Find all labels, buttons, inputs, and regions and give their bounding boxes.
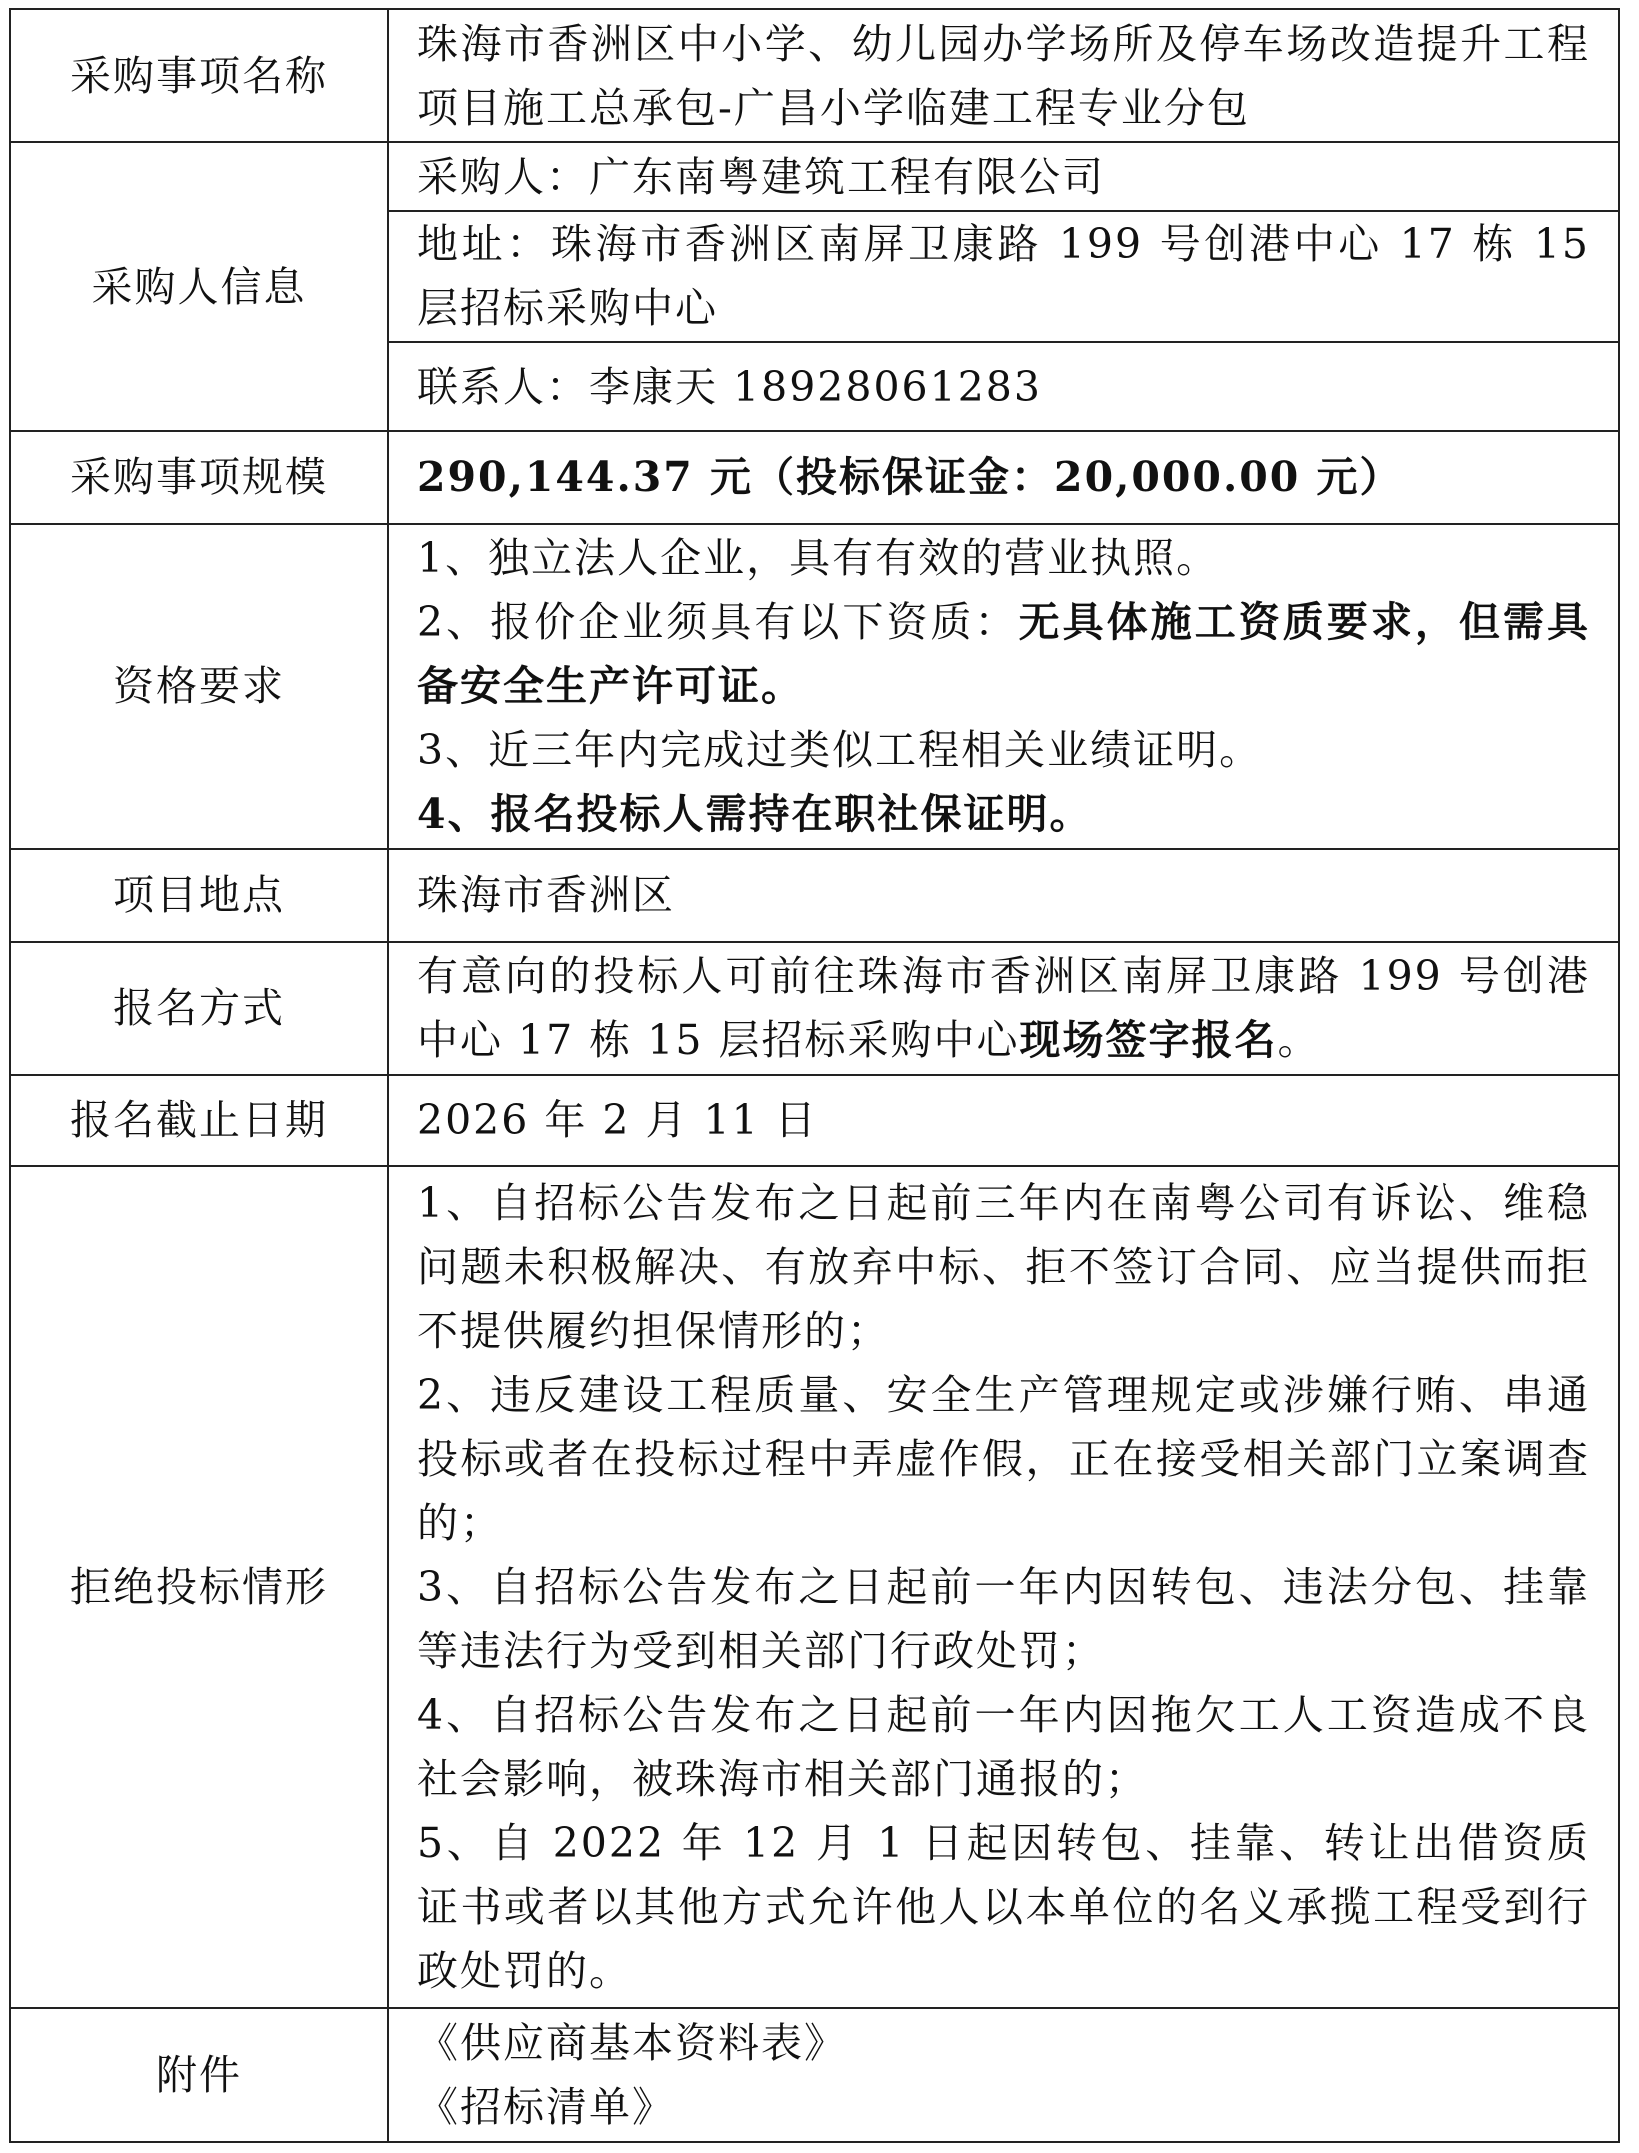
attachments-label: 附件 bbox=[10, 2008, 388, 2142]
row-purchaser-name bbox=[10, 142, 1619, 211]
qualification-label: 资格要求 bbox=[10, 524, 388, 849]
row-scale bbox=[10, 431, 1619, 524]
purchaser-contact: 联系人：李康天 18928061283 bbox=[388, 342, 1619, 431]
row-attachments bbox=[10, 2008, 1619, 2142]
attachment-tender-list: 《招标清单》 bbox=[417, 2082, 675, 2131]
row-qualification bbox=[10, 524, 1619, 849]
rejection-item-5: 5、自 2022 年 12 月 1 日起因转包、挂靠、转让出借资质证书或者以其他方式允许他人以本单位的名义承揽工程受到行政处罚的。 bbox=[417, 1818, 1590, 1995]
deadline-value: 2026 年 2 月 11 日 bbox=[388, 1075, 1619, 1166]
rejection-item-4: 4、自招标公告发布之日起前一年内因拖欠工人工资造成不良社会影响，被珠海市相关部门通报的； bbox=[417, 1690, 1590, 1803]
registration-value bbox=[388, 942, 1619, 1075]
registration-label: 报名方式 bbox=[10, 942, 388, 1075]
registration-emphasis: 现场签字报名 bbox=[1019, 1016, 1278, 1065]
qualification-item-4: 4、报名投标人需持在职社保证明。 bbox=[417, 790, 1093, 839]
row-registration bbox=[10, 942, 1619, 1075]
procurement-notice bbox=[9, 8, 1620, 2143]
purchaser-info-label: 采购人信息 bbox=[10, 142, 388, 431]
row-deadline bbox=[10, 1075, 1619, 1166]
row-location bbox=[10, 849, 1619, 942]
rejection-item-2: 2、违反建设工程质量、安全生产管理规定或涉嫌行贿、串通投标或者在投标过程中弄虚作假，正在接受相关部门立案调查的； bbox=[417, 1370, 1590, 1547]
project-name-value: 珠海市香洲区中小学、幼儿园办学场所及停车场改造提升工程项目施工总承包-广昌小学临建工程专业分包 bbox=[388, 9, 1619, 142]
scale-value: 290,144.37 元（投标保证金：20,000.00 元） bbox=[388, 431, 1619, 524]
rejection-label: 拒绝投标情形 bbox=[10, 1166, 388, 2008]
qualification-item-2-emphasis: 无具体施工资质要求，但需具备安全生产许可证。 bbox=[417, 598, 1590, 711]
location-value: 珠海市香洲区 bbox=[388, 849, 1619, 942]
project-name-label: 采购事项名称 bbox=[10, 9, 388, 142]
rejection-list bbox=[388, 1166, 1619, 2008]
qualification-item-3: 3、近三年内完成过类似工程相关业绩证明。 bbox=[417, 726, 1263, 775]
deadline-label: 报名截止日期 bbox=[10, 1075, 388, 1166]
row-project-name bbox=[10, 9, 1619, 142]
qualification-list bbox=[388, 524, 1619, 849]
attachments-list bbox=[388, 2008, 1619, 2142]
registration-suffix: 。 bbox=[1277, 1016, 1321, 1065]
purchaser-address: 地址：珠海市香洲区南屏卫康路 199 号创港中心 17 栋 15 层招标采购中心 bbox=[388, 211, 1619, 342]
qualification-item-2-prefix: 2、报价企业须具有以下资质： bbox=[417, 598, 1019, 647]
qualification-item-2 bbox=[417, 590, 1590, 718]
scale-label: 采购事项规模 bbox=[10, 431, 388, 524]
qualification-item-1: 1、独立法人企业，具有有效的营业执照。 bbox=[417, 534, 1220, 583]
registration-text: 有意向的投标人可前往珠海市香洲区南屏卫康路 199 号创港中心 17 栋 15 层招标采购中心 bbox=[417, 952, 1590, 1065]
attachment-supplier-info-form: 《供应商基本资料表》 bbox=[417, 2018, 847, 2067]
location-label: 项目地点 bbox=[10, 849, 388, 942]
row-rejection bbox=[10, 1166, 1619, 2008]
procurement-info-table bbox=[9, 8, 1620, 2143]
purchaser-name: 采购人：广东南粤建筑工程有限公司 bbox=[388, 142, 1619, 211]
rejection-item-3: 3、自招标公告发布之日起前一年内因转包、违法分包、挂靠等违法行为受到相关部门行政处罚； bbox=[417, 1562, 1590, 1675]
rejection-item-1: 1、自招标公告发布之日起前三年内在南粤公司有诉讼、维稳问题未积极解决、有放弃中标、拒不签订合同、应当提供而拒不提供履约担保情形的； bbox=[417, 1178, 1590, 1355]
